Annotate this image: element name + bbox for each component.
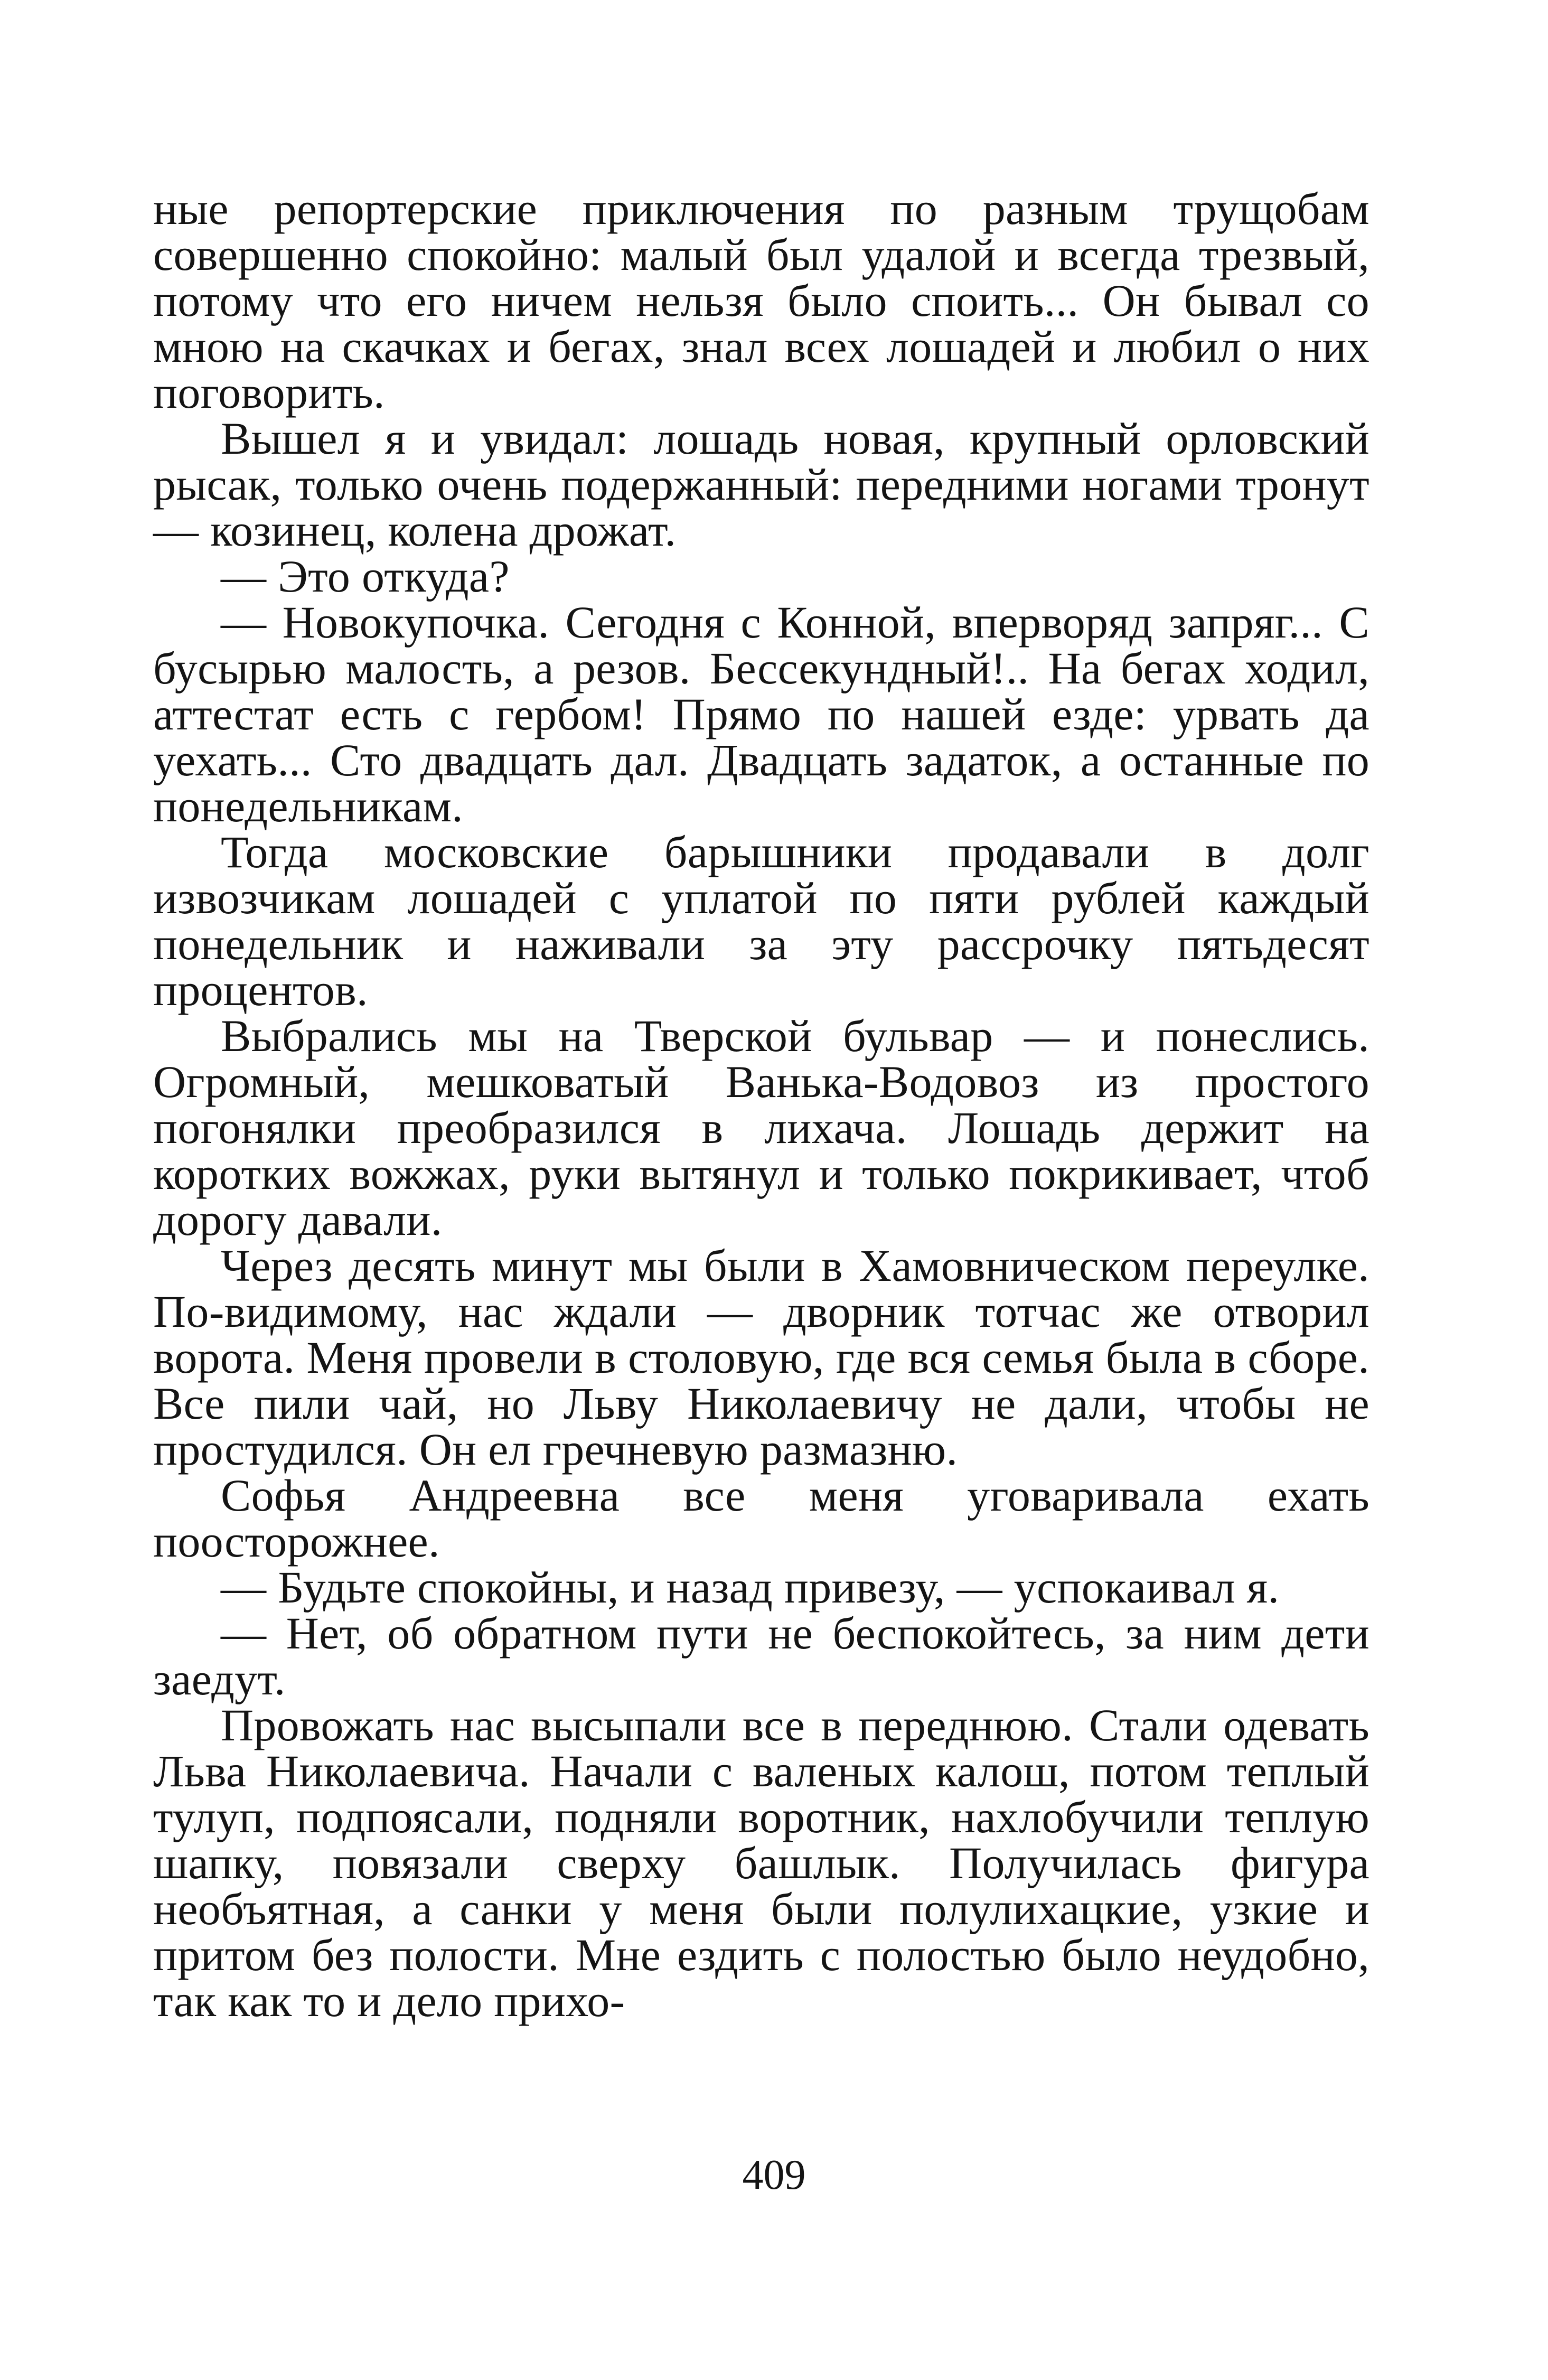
page-body (153, 183, 1369, 2026)
paragraph-5: Тогда московские барышники продавали в долг извозчикам лошадей с уплатой по пяти рублей каждый понедельник и наживали за эту рассрочку пятьдесят процентов. (153, 827, 1369, 1015)
paragraph-2: Вышел я и увидал: лошадь новая, крупный орловский рысак, только очень подержанный: передними ногами тронут — козинец, колена дрожат. (153, 413, 1369, 556)
page-number: 409 (742, 2152, 806, 2198)
paragraph-6: Выбрались мы на Тверской бульвар — и понеслись. Огромный, мешковатый Ванька-Водовоз из простого погонялки преобразился в лихача. Лошадь держит на коротких вожжах, руки вытянул и только покрикивает, чтоб дорогу давали. (153, 1010, 1369, 1245)
paragraph-4: — Новокупочка. Сегодня с Конной, впервоpяд запряг... С бусырью малость, а резов. Бессекундный!.. На бегах ходил, аттестат есть с гербом! Прямо по нашей езде: урвать да уехать... Сто двадцать дал. Двадцать задаток, а останные по понедельникам. (153, 597, 1369, 831)
paragraph-7: Через десять минут мы были в Хамовническом переулке. По-видимому, нас ждали — дворник тотчас же отворил ворота. Меня провели в столовую, где вся семья была в сборе. Все пили чай, но Льву Николаевичу не дали, чтобы не простудился. Он ел гречневую размазню. (153, 1240, 1369, 1475)
paragraph-3: — Это откуда? (221, 551, 510, 602)
paragraph-10: — Нет, об обратном пути не беспокойтесь, за ним дети заедут. (153, 1608, 1369, 1704)
paragraph-8: Софья Андреевна все меня уговаривала ехать поосторожнее. (153, 1470, 1369, 1567)
paragraph-9: — Будьте спокойны, и назад привезу, — успокаивал я. (221, 1562, 1280, 1613)
paragraph-11: Провожать нас высыпали все в переднюю. Стали одевать Льва Николаевича. Начали с валеных калош, потом теплый тулуп, подпоясали, подняли воротник, нахлобучили теплую шапку, повязали сверху башлык. Получилась фигура необъятная, а санки у меня были полулихацкие, узкие и притом без полости. Мне ездить с полостью было неудобно, так как то и дело прихо- (153, 1700, 1369, 2026)
paragraph-1: ные репортерские приключения по разным трущобам совершенно спокойно: малый был удалой и всегда трезвый, потому что его ничем нельзя было споить... Он бывал со мною на скачках и бегах, знал всех лошадей и любил о них поговорить. (153, 183, 1369, 418)
